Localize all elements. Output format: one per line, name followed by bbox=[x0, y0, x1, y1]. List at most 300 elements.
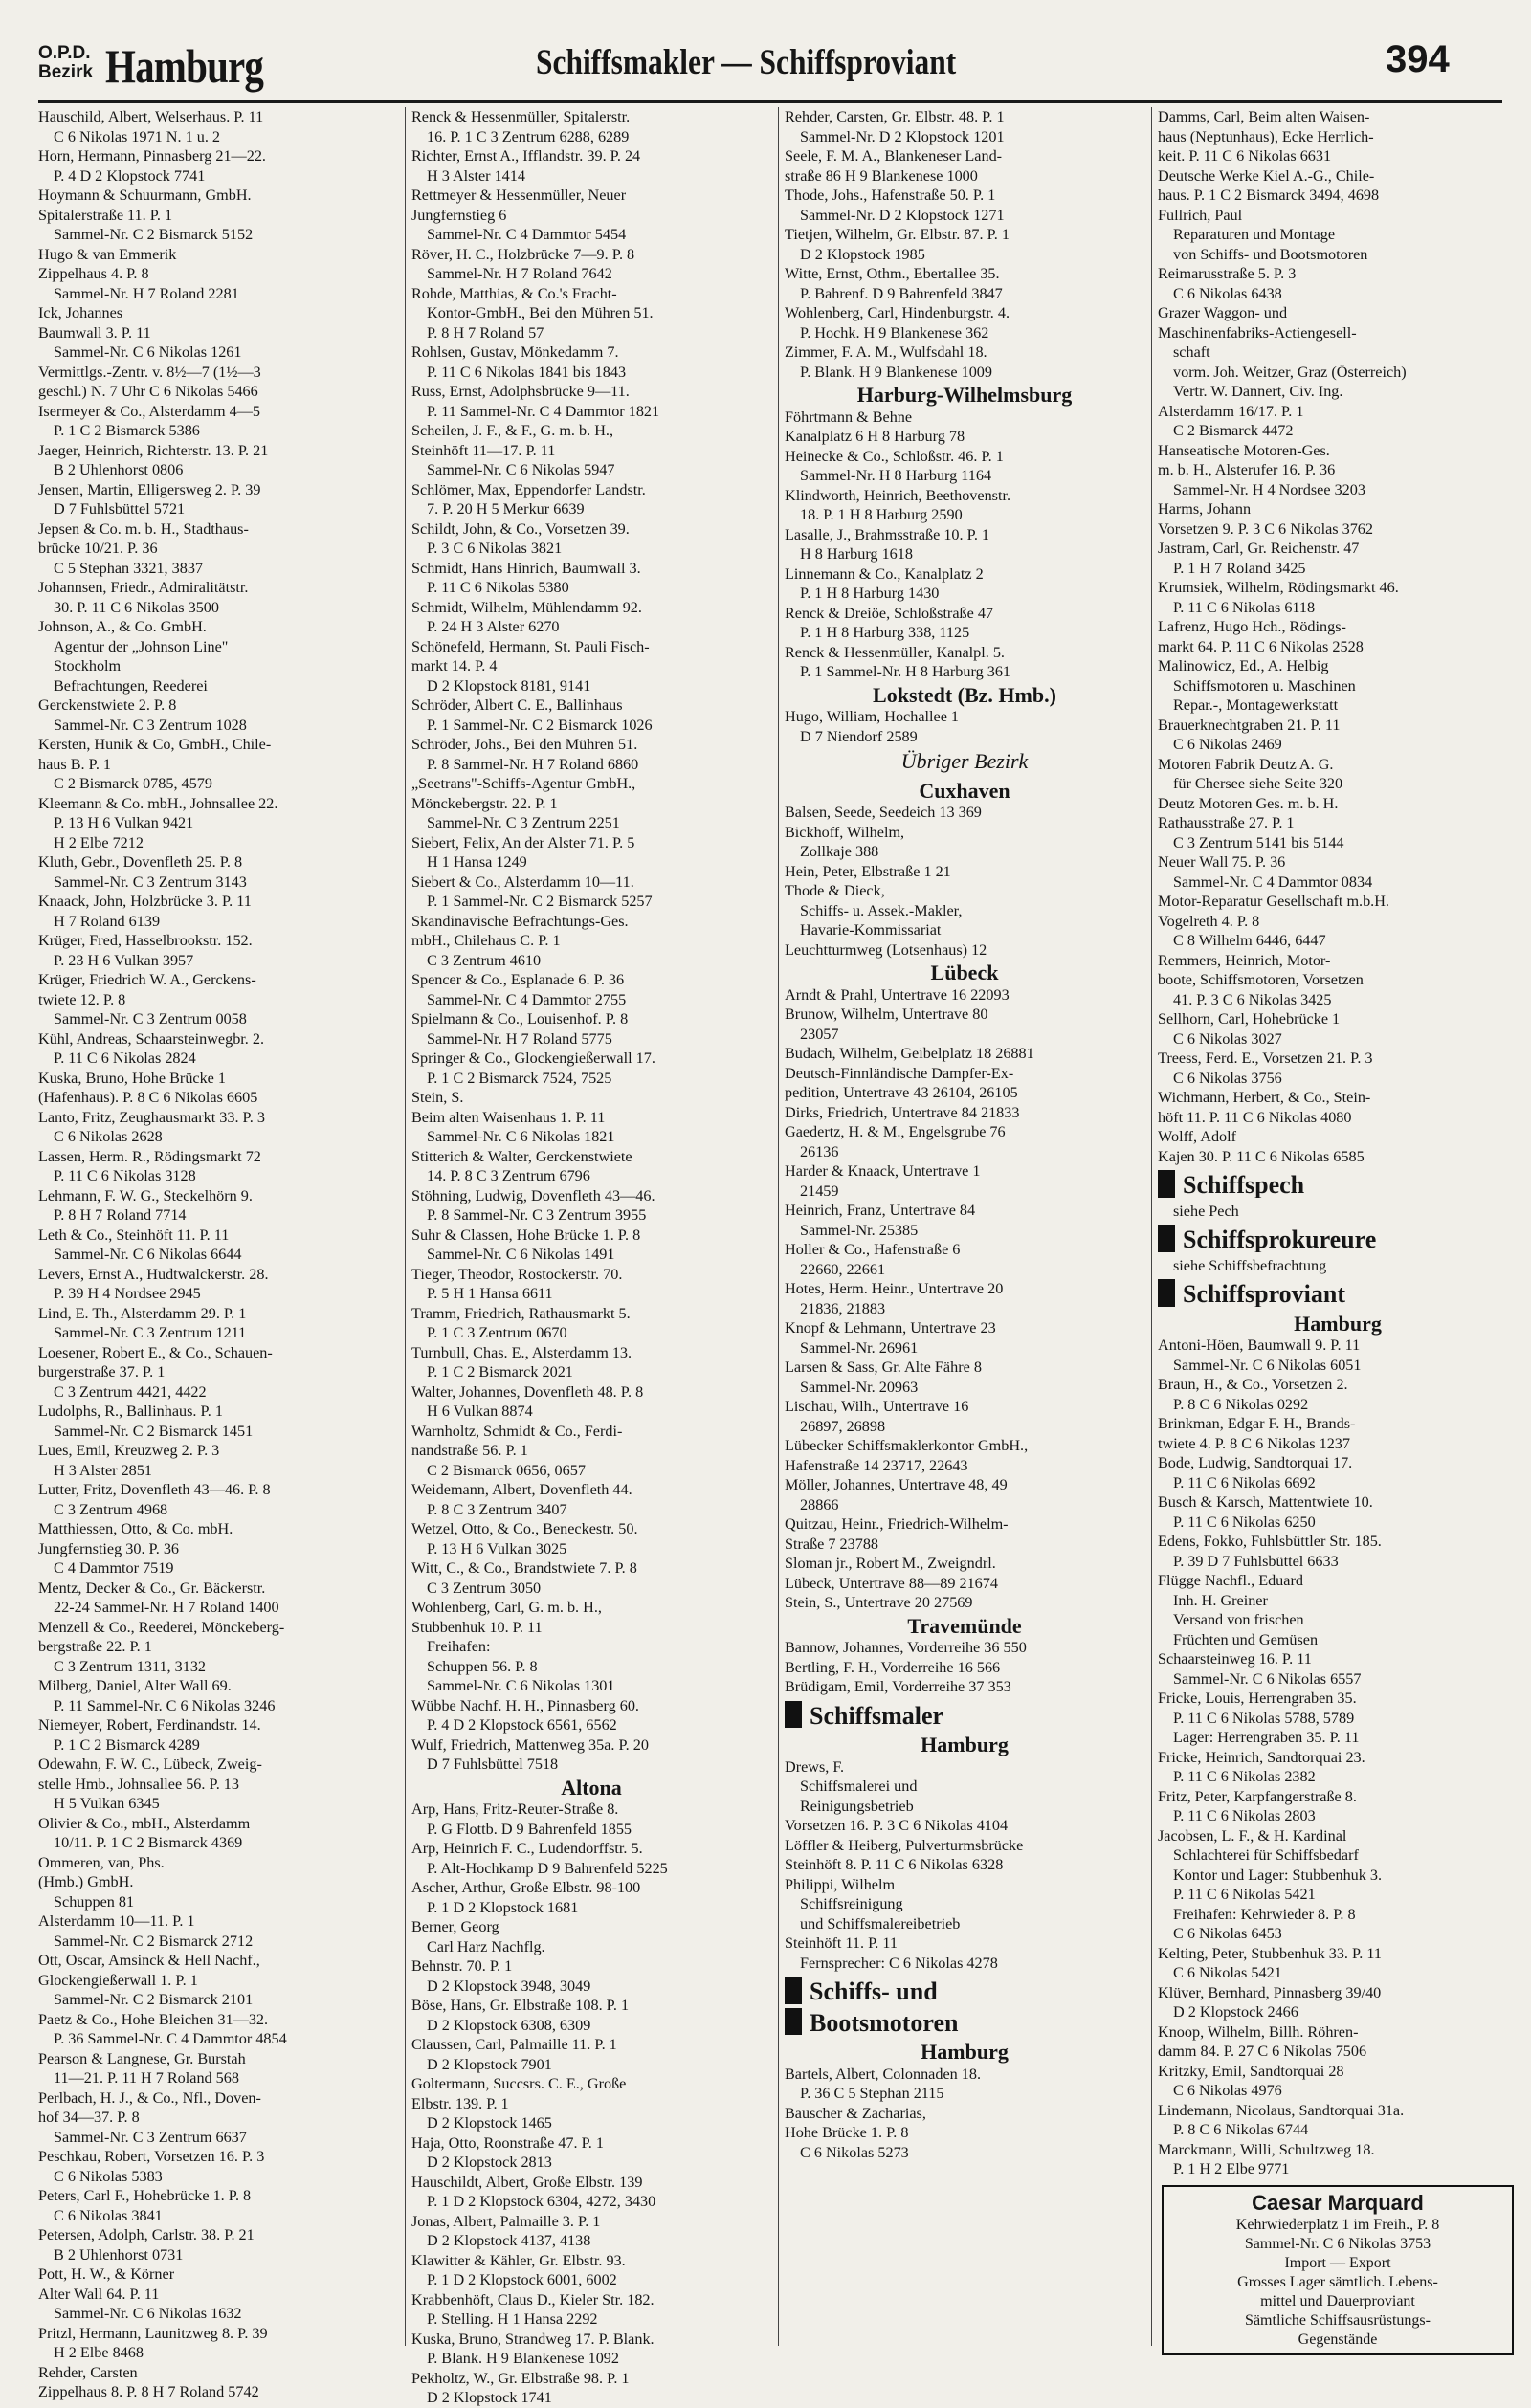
directory-entry-line: D 2 Klopstock 1741 bbox=[427, 2389, 552, 2406]
directory-entry-line: D 2 Klopstock 6308, 6309 bbox=[427, 2016, 591, 2034]
directory-entry-line: Motoren Fabrik Deutz A. G. bbox=[1158, 755, 1334, 773]
directory-entry-line: D 2 Klopstock 1465 bbox=[427, 2114, 552, 2132]
directory-entry-line: twiete 4. P. 8 C 6 Nikolas 1237 bbox=[1158, 1434, 1350, 1452]
directory-entry-line: Lischau, Wilh., Untertrave 16 bbox=[785, 1398, 969, 1415]
directory-entry-line: Kuska, Bruno, Strandweg 17. P. Blank. bbox=[411, 2330, 655, 2348]
advertisement-line: Sammel-Nr. C 6 Nikolas 3753 bbox=[1244, 2235, 1431, 2252]
directory-entry-line: P. 5 H 1 Hansa 6611 bbox=[427, 1285, 553, 1302]
directory-entry-line: P. 24 H 3 Alster 6270 bbox=[427, 618, 560, 635]
directory-entry-line: Loesener, Robert E., & Co., Schauen- bbox=[38, 1343, 273, 1361]
directory-entry-line: Fernsprecher: C 6 Nikolas 4278 bbox=[800, 1954, 998, 1972]
directory-entry-line: P. 1 D 2 Klopstock 6001, 6002 bbox=[427, 2271, 617, 2288]
directory-entry-line: H 8 Harburg 1618 bbox=[800, 545, 913, 563]
directory-entry-line: Stubbenhuk 10. P. 11 bbox=[411, 1618, 543, 1636]
directory-entry-line: Hohe Brücke 1. P. 8 bbox=[785, 2124, 909, 2141]
directory-entry-line: hof 34—37. P. 8 bbox=[38, 2109, 140, 2126]
directory-entry-line: Jaeger, Heinrich, Richterstr. 13. P. 21 bbox=[38, 441, 269, 459]
directory-entry-line: Remmers, Heinrich, Motor- bbox=[1158, 951, 1331, 969]
directory-entry-line: P. 1 Sammel-Nr. C 2 Bismarck 5257 bbox=[427, 893, 653, 910]
directory-entry-line: Hanseatische Motoren-Ges. bbox=[1158, 441, 1330, 459]
directory-entry-line: Sloman jr., Robert M., Zweigndrl. bbox=[785, 1555, 996, 1572]
directory-entry-line: Kelting, Peter, Stubbenhuk 33. P. 11 bbox=[1158, 1944, 1382, 1962]
directory-entry-line: nandstraße 56. P. 1 bbox=[411, 1442, 528, 1459]
directory-entry-line: Arp, Hans, Fritz-Reuter-Straße 8. bbox=[411, 1800, 619, 1818]
directory-entry-line: Krüger, Fred, Hasselbrookstr. 152. bbox=[38, 932, 253, 949]
directory-entry-line: Sammel-Nr. D 2 Klopstock 1201 bbox=[800, 127, 1005, 145]
directory-entry-line: C 3 Zentrum 1311, 3132 bbox=[54, 1657, 207, 1675]
directory-entry-line: C 2 Bismarck 0656, 0657 bbox=[427, 1461, 586, 1479]
directory-entry-line: P. Alt-Hochkamp D 9 Bahrenfeld 5225 bbox=[427, 1859, 668, 1877]
directory-entry-line: Lassen, Herm. R., Rödingsmarkt 72 bbox=[38, 1147, 261, 1165]
directory-entry-line: P. Bahrenf. D 9 Bahrenfeld 3847 bbox=[800, 284, 1003, 302]
directory-entry-line: Marckmann, Willi, Schultzweg 18. bbox=[1158, 2140, 1375, 2158]
advertisement-line: mittel und Dauerproviant bbox=[1260, 2292, 1415, 2309]
directory-entry-line: Malinowicz, Ed., A. Helbig bbox=[1158, 657, 1329, 674]
section-title: Schiffsmakler — Schiffsproviant bbox=[536, 43, 957, 82]
directory-entry-line: P. 11 C 6 Nikolas 5788, 5789 bbox=[1173, 1709, 1355, 1727]
directory-entry-line: Sammel-Nr. C 6 Nikolas 1301 bbox=[427, 1677, 615, 1694]
directory-entry-line: Repar.-, Montagewerkstatt bbox=[1173, 696, 1339, 714]
directory-entry-line: stelle Hmb., Johnsallee 56. P. 13 bbox=[38, 1775, 239, 1793]
directory-entry-line: Vorsetzen 9. P. 3 C 6 Nikolas 3762 bbox=[1158, 519, 1373, 538]
directory-entry-line: Klindworth, Heinrich, Beethovenstr. bbox=[785, 486, 1011, 504]
directory-entry-line: Jungfernstieg 6 bbox=[411, 206, 507, 224]
directory-entry-line: Russ, Ernst, Adolphsbrücke 9—11. bbox=[411, 383, 630, 400]
directory-entry-line: Deutsch-Finnländische Dampfer-Ex- bbox=[785, 1064, 1014, 1082]
directory-entry-line: Schiffs- u. Assek.-Makler, bbox=[800, 901, 963, 919]
directory-entry-line: Sammel-Nr. C 6 Nikolas 1821 bbox=[427, 1128, 615, 1145]
directory-entry-line: H 3 Alster 2851 bbox=[54, 1461, 152, 1479]
directory-entry-line: haus. P. 1 C 2 Bismarck 3494, 4698 bbox=[1158, 187, 1380, 204]
directory-entry-line: Peschkau, Robert, Vorsetzen 16. P. 3 bbox=[38, 2148, 265, 2165]
directory-entry-line: P. 11 C 6 Nikolas 5380 bbox=[427, 579, 569, 596]
directory-entry-line: Rehder, Carsten, Gr. Elbstr. 48. P. 1 bbox=[785, 108, 1005, 125]
subsection-heading: Travemünde bbox=[907, 1613, 1022, 1638]
directory-entry-line: Vertr. W. Dannert, Civ. Ing. bbox=[1173, 383, 1343, 400]
subsection-heading: Hamburg bbox=[921, 1733, 1009, 1756]
directory-entry-line: m. b. H., Alsterufer 16. P. 36 bbox=[1158, 461, 1336, 478]
directory-entry-line: Kleemann & Co. mbH., Johnsallee 22. bbox=[38, 794, 278, 812]
directory-entry-line: P. 36 Sammel-Nr. C 4 Dammtor 4854 bbox=[54, 2030, 287, 2047]
directory-entry-line: Horn, Hermann, Pinnasberg 21—22. bbox=[38, 147, 266, 165]
directory-entry-line: Wohlenberg, Carl, Hindenburgstr. 4. bbox=[785, 304, 1010, 321]
directory-entry-line: D 7 Niendorf 2589 bbox=[800, 727, 918, 745]
directory-entry-line: P. 39 D 7 Fuhlsbüttel 6633 bbox=[1173, 1552, 1339, 1570]
directory-entry-line: Knaack, John, Holzbrücke 3. P. 11 bbox=[38, 893, 252, 910]
directory-entry-line: Lehmann, F. W. G., Steckelhörn 9. bbox=[38, 1186, 253, 1204]
directory-entry-line: straße 86 H 9 Blankenese 1000 bbox=[785, 166, 978, 185]
directory-entry-line: C 6 Nikolas 6438 bbox=[1173, 284, 1282, 302]
directory-entry-line: Zippelhaus 4. P. 8 bbox=[38, 265, 149, 282]
directory-entry-line: Weidemann, Albert, Dovenfleth 44. bbox=[411, 1481, 632, 1498]
directory-entry-line: H 2 Elbe 7212 bbox=[54, 833, 144, 851]
directory-entry-line: Rettmeyer & Hessenmüller, Neuer bbox=[411, 187, 627, 204]
directory-entry-line: Glockengießerwall 1. P. 1 bbox=[38, 1971, 198, 1989]
directory-entry-line: P. 8 Sammel-Nr. C 3 Zentrum 3955 bbox=[427, 1206, 647, 1224]
directory-entry-line: Berner, Georg bbox=[411, 1918, 499, 1935]
directory-entry-line: Ascher, Arthur, Große Elbstr. 98-100 bbox=[411, 1879, 641, 1896]
directory-entry-line: Sammel-Nr. C 6 Nikolas 6644 bbox=[54, 1246, 242, 1263]
directory-entry-line: Föhrtmann & Behne bbox=[785, 408, 913, 426]
advertisement-line: Kehrwiederplatz 1 im Freih., P. 8 bbox=[1235, 2216, 1440, 2233]
directory-entry-line: 10/11. P. 1 C 2 Bismarck 4369 bbox=[54, 1834, 243, 1851]
directory-entry-line: Pritzl, Hermann, Launitzweg 8. P. 39 bbox=[38, 2324, 268, 2342]
directory-entry-line: Röver, H. C., Holzbrücke 7—9. P. 8 bbox=[411, 245, 635, 263]
column-divider bbox=[405, 107, 406, 2346]
directory-entry-line: Brüdigam, Emil, Vorderreihe 37 353 bbox=[785, 1678, 1011, 1695]
column-3 bbox=[785, 107, 1144, 2162]
directory-entry-line: Perlbach, H. J., & Co., Nfl., Doven- bbox=[38, 2088, 261, 2107]
directory-entry-line: Jensen, Martin, Elligersweg 2. P. 39 bbox=[38, 480, 261, 498]
advertisement-line: Import — Export bbox=[1284, 2254, 1391, 2271]
category-heading: Schiffspech bbox=[1158, 1170, 1518, 1198]
directory-entry-line: Haja, Otto, Roonstraße 47. P. 1 bbox=[411, 2133, 604, 2152]
column-2 bbox=[411, 107, 771, 2408]
directory-entry-line: Brinkman, Edgar F. H., Brands- bbox=[1158, 1415, 1356, 1432]
directory-entry-line: Edens, Fokko, Fuhlsbüttler Str. 185. bbox=[1158, 1533, 1382, 1550]
directory-entry-line: Heinecke & Co., Schloßstr. 46. P. 1 bbox=[785, 447, 1004, 465]
directory-entry-line: Damms, Carl, Beim alten Waisen- bbox=[1158, 108, 1370, 125]
directory-entry-line: Springer & Co., Glockengießerwall 17. bbox=[411, 1049, 655, 1067]
directory-entry-line: Hugo, William, Hochallee 1 bbox=[785, 708, 960, 725]
directory-entry-line: P. 23 H 6 Vulkan 3957 bbox=[54, 951, 194, 969]
directory-entry-line: P. Blank. H 9 Blankenese 1092 bbox=[427, 2350, 619, 2367]
directory-entry-line: Renck & Dreiöe, Schloßstraße 47 bbox=[785, 604, 994, 622]
subsection-heading: Harburg-Wilhelmsburg bbox=[856, 383, 1073, 407]
directory-entry-line: Reimarusstraße 5. P. 3 bbox=[1158, 265, 1297, 282]
directory-entry-line: Brunow, Wilhelm, Untertrave 80 bbox=[785, 1005, 988, 1023]
directory-entry-line: Kajen 30. P. 11 C 6 Nikolas 6585 bbox=[1158, 1147, 1365, 1165]
directory-entry-line: Spielmann & Co., Louisenhof. P. 8 bbox=[411, 1010, 629, 1027]
directory-entry-line: Tietjen, Wilhelm, Gr. Elbstr. 87. P. 1 bbox=[785, 226, 1010, 243]
directory-entry-line: C 6 Nikolas 4976 bbox=[1173, 2082, 1282, 2099]
directory-entry-line: Scheilen, J. F., & F., G. m. b. H., bbox=[411, 422, 613, 439]
directory-entry-line: Philippi, Wilhelm bbox=[785, 1875, 896, 1893]
directory-entry-line: Sammel-Nr. H 4 Nordsee 3203 bbox=[1173, 480, 1365, 498]
directory-entry-line: H 7 Roland 6139 bbox=[54, 912, 161, 930]
advertisement-title: Caesar Marquard bbox=[1252, 2190, 1424, 2215]
directory-entry-line: Peters, Carl F., Hohebrücke 1. P. 8 bbox=[38, 2187, 252, 2204]
directory-entry-line: P. 1 C 3 Zentrum 0670 bbox=[427, 1324, 567, 1341]
directory-entry-line: boote, Schiffsmotoren, Vorsetzen bbox=[1158, 971, 1364, 988]
directory-entry-line: P. 11 C 6 Nikolas 6250 bbox=[1173, 1513, 1316, 1531]
directory-entry-line: P. 1 H 2 Elbe 9771 bbox=[1173, 2160, 1290, 2177]
directory-entry-line: Krüger, Friedrich W. A., Gerckens- bbox=[38, 971, 256, 988]
directory-entry-line: C 6 Nikolas 6453 bbox=[1173, 1925, 1282, 1942]
directory-entry-line: Witte, Ernst, Othm., Ebertallee 35. bbox=[785, 265, 1000, 282]
directory-entry-line: Stockholm bbox=[54, 657, 122, 674]
directory-entry-line: haus B. P. 1 bbox=[38, 755, 112, 773]
directory-entry-line: P. 11 C 6 Nikolas 3128 bbox=[54, 1167, 196, 1184]
directory-entry-line: burgerstraße 37. P. 1 bbox=[38, 1363, 166, 1381]
directory-entry-line: P. 4 D 2 Klopstock 6561, 6562 bbox=[427, 1716, 617, 1734]
directory-entry-line: Reinigungsbetrieb bbox=[800, 1797, 914, 1815]
directory-entry-line: Hotes, Herm. Heinr., Untertrave 20 bbox=[785, 1280, 1004, 1297]
directory-entry-line: Holler & Co., Hafenstraße 6 bbox=[785, 1241, 961, 1258]
directory-entry-line: Suhr & Classen, Hohe Brücke 1. P. 8 bbox=[411, 1226, 641, 1244]
directory-entry-line: Carl Harz Nachflg. bbox=[427, 1937, 545, 1955]
directory-entry-line: Kühl, Andreas, Schaarsteinwegbr. 2. bbox=[38, 1029, 265, 1048]
directory-entry-line: Sammel-Nr. C 3 Zentrum 6637 bbox=[54, 2128, 247, 2146]
directory-entry-line: Kluth, Gebr., Dovenfleth 25. P. 8 bbox=[38, 853, 243, 871]
directory-entry-line: Hauschildt, Albert, Große Elbstr. 139 bbox=[411, 2173, 643, 2191]
directory-entry-line: Sammel-Nr. 26961 bbox=[800, 1338, 919, 1357]
directory-entry-line: Seele, F. M. A., Blankeneser Land- bbox=[785, 147, 1003, 165]
directory-entry-line: Gaedertz, H. & M., Engelsgrube 76 bbox=[785, 1123, 1006, 1140]
directory-entry-line: Vorsetzen 16. P. 3 C 6 Nikolas 4104 bbox=[785, 1817, 1009, 1834]
directory-entry-line: Sammel-Nr. C 6 Nikolas 6051 bbox=[1173, 1356, 1362, 1374]
directory-entry-line: Arp, Heinrich F. C., Ludendorffstr. 5. bbox=[411, 1840, 643, 1857]
directory-entry-line: B 2 Uhlenhorst 0731 bbox=[54, 2245, 184, 2264]
directory-entry-line: Pott, H. W., & Körner bbox=[38, 2265, 175, 2283]
directory-entry-line: Kontor und Lager: Stubbenhuk 3. bbox=[1173, 1866, 1383, 1884]
directory-entry-line: Krabbenhöft, Claus D., Kieler Str. 182. bbox=[411, 2290, 655, 2309]
directory-entry-line: P. 8 H 7 Roland 7714 bbox=[54, 1206, 187, 1224]
directory-entry-line: Steinhöft 8. P. 11 C 6 Nikolas 6328 bbox=[785, 1856, 1004, 1873]
directory-entry-line: Alsterdamm 16/17. P. 1 bbox=[1158, 402, 1304, 420]
directory-entry-line: Lind, E. Th., Alsterdamm 29. P. 1 bbox=[38, 1304, 247, 1322]
directory-entry-line: Möller, Johannes, Untertrave 48, 49 bbox=[785, 1476, 1008, 1493]
directory-entry-line: Vermittlgs.-Zentr. v. 8½—7 (1½—3 bbox=[38, 363, 261, 381]
directory-entry-line: P. 8 H 7 Roland 57 bbox=[427, 323, 544, 342]
directory-entry-line: siehe Pech bbox=[1173, 1202, 1239, 1220]
directory-entry-line: C 6 Nikolas 5383 bbox=[54, 2167, 163, 2185]
directory-entry-line: Walter, Johannes, Dovenfleth 48. P. 8 bbox=[411, 1382, 644, 1401]
directory-entry-line: Wulf, Friedrich, Mattenweg 35a. P. 20 bbox=[411, 1735, 649, 1754]
directory-entry-line: Sammel-Nr. H 7 Roland 5775 bbox=[427, 1029, 612, 1048]
directory-entry-line: twiete 12. P. 8 bbox=[38, 990, 126, 1008]
directory-entry-line: Spitalerstraße 11. P. 1 bbox=[38, 206, 173, 224]
directory-entry-line: Niemeyer, Robert, Ferdinandstr. 14. bbox=[38, 1716, 261, 1734]
directory-entry-line: Knoop, Wilhelm, Billh. Röhren- bbox=[1158, 2022, 1359, 2041]
directory-entry-line: Budach, Wilhelm, Geibelplatz 18 26881 bbox=[785, 1045, 1034, 1062]
directory-entry-line: Spencer & Co., Esplanade 6. P. 36 bbox=[411, 971, 625, 988]
directory-entry-line: Hafenstraße 14 23717, 22643 bbox=[785, 1456, 968, 1474]
directory-entry-line: Reparaturen und Montage bbox=[1173, 226, 1336, 243]
directory-entry-line: P. 1 C 2 Bismarck 5386 bbox=[54, 422, 200, 439]
directory-entry-line: Knopf & Lehmann, Untertrave 23 bbox=[785, 1319, 996, 1337]
district-line-1: O.P.D. bbox=[38, 43, 91, 63]
advertisement-line: Sämtliche Schiffsausrüstungs- bbox=[1245, 2311, 1431, 2329]
directory-entry-line: und Schiffsmalereibetrieb bbox=[800, 1914, 961, 1933]
directory-entry-line: P. G Flottb. D 9 Bahrenfeld 1855 bbox=[427, 1820, 632, 1838]
directory-entry-line: Wohlenberg, Carl, G. m. b. H., bbox=[411, 1599, 602, 1616]
directory-entry-line: Sammel-Nr. D 2 Klopstock 1271 bbox=[800, 206, 1005, 224]
directory-entry-line: H 3 Alster 1414 bbox=[427, 166, 525, 185]
directory-entry-line: Mentz, Decker & Co., Gr. Bäckerstr. bbox=[38, 1579, 266, 1597]
directory-entry-line: 21836, 21883 bbox=[800, 1299, 886, 1317]
directory-entry-line: keit. P. 11 C 6 Nikolas 6631 bbox=[1158, 147, 1332, 165]
directory-entry-line: Larsen & Sass, Gr. Alte Fähre 8 bbox=[785, 1359, 982, 1376]
directory-entry-line: Paetz & Co., Hohe Bleichen 31—32. bbox=[38, 2010, 269, 2028]
directory-entry-line: Neuer Wall 75. P. 36 bbox=[1158, 853, 1286, 871]
directory-entry-line: Sammel-Nr. H 8 Harburg 1164 bbox=[800, 467, 992, 484]
directory-entry-line: Kuska, Bruno, Hohe Brücke 1 bbox=[38, 1069, 227, 1087]
directory-entry-line: Schildt, John, & Co., Vorsetzen 39. bbox=[411, 519, 630, 538]
directory-entry-line: Renck & Hessenmüller, Kanalpl. 5. bbox=[785, 643, 1005, 661]
directory-entry-line: 26897, 26898 bbox=[800, 1417, 886, 1435]
district-label bbox=[38, 44, 93, 82]
directory-entry-line: Hauschild, Albert, Welserhaus. P. 11 bbox=[38, 108, 264, 125]
directory-entry-line: für Chersee siehe Seite 320 bbox=[1173, 775, 1343, 792]
directory-entry-line: Odewahn, F. W. C., Lübeck, Zweig- bbox=[38, 1756, 262, 1773]
directory-entry-line: Drews, F. bbox=[785, 1757, 845, 1776]
directory-entry-line: Havarie-Kommissariat bbox=[800, 921, 942, 939]
directory-entry-line: D 7 Fuhlsbüttel 5721 bbox=[54, 500, 186, 518]
directory-entry-line: Schlömer, Max, Eppendorfer Landstr. bbox=[411, 480, 646, 498]
subsection-heading: Altona bbox=[561, 1775, 622, 1800]
directory-entry-line: P. 3 C 6 Nikolas 3821 bbox=[427, 540, 563, 557]
directory-entry-line: Mönckebergstr. 22. P. 1 bbox=[411, 794, 558, 812]
directory-entry-line: Lindemann, Nicolaus, Sandtorquai 31a. bbox=[1158, 2101, 1405, 2119]
directory-entry-line: Sammel-Nr. C 6 Nikolas 1491 bbox=[427, 1246, 615, 1263]
directory-entry-line: schaft bbox=[1173, 343, 1210, 361]
directory-entry-line: Bickhoff, Wilhelm, bbox=[785, 823, 905, 841]
directory-entry-line: Bauscher & Zacharias, bbox=[785, 2104, 926, 2122]
directory-entry-line: Wolff, Adolf bbox=[1158, 1128, 1237, 1145]
directory-entry-line: Matthiessen, Otto, & Co. mbH. bbox=[38, 1520, 233, 1537]
directory-entry-line: D 2 Klopstock 3948, 3049 bbox=[427, 1977, 591, 1995]
directory-entry-line: Jacobsen, L. F., & H. Kardinal bbox=[1158, 1826, 1347, 1845]
directory-entry-line: Sammel-Nr. 25385 bbox=[800, 1221, 919, 1239]
directory-entry-line: Beim alten Waisenhaus 1. P. 11 bbox=[411, 1108, 606, 1126]
directory-entry-line: Rehder, Carsten bbox=[38, 2363, 138, 2381]
directory-entry-line: Sammel-Nr. C 2 Bismarck 2712 bbox=[54, 1932, 254, 1950]
directory-entry-line: Isermeyer & Co., Alsterdamm 4—5 bbox=[38, 402, 260, 420]
directory-entry-line: P. 11 Sammel-Nr. C 4 Dammtor 1821 bbox=[427, 402, 660, 420]
subsection-heading: Lokstedt (Bz. Hmb.) bbox=[873, 682, 1056, 707]
directory-entry-line: Baumwall 3. P. 11 bbox=[38, 323, 151, 342]
directory-entry-line: Sammel-Nr. C 3 Zentrum 1211 bbox=[54, 1324, 247, 1341]
directory-entry-line: C 3 Zentrum 5141 bis 5144 bbox=[1173, 833, 1344, 851]
directory-entry-line: Früchten und Gemüsen bbox=[1173, 1630, 1319, 1648]
directory-entry-line: Schaarsteinweg 16. P. 11 bbox=[1158, 1650, 1312, 1668]
directory-entry-line: P. 11 C 6 Nikolas 6692 bbox=[1173, 1473, 1316, 1491]
directory-entry-line: Jungfernstieg 30. P. 36 bbox=[38, 1539, 180, 1557]
directory-entry-line: Freihafen: bbox=[427, 1638, 491, 1655]
directory-entry-line: Brauerknechtgraben 21. P. 11 bbox=[1158, 716, 1341, 734]
directory-entry-line: Zippelhaus 8. P. 8 H 7 Roland 5742 bbox=[38, 2383, 259, 2400]
directory-entry-line: 18. P. 1 H 8 Harburg 2590 bbox=[800, 506, 963, 523]
directory-entry-line: Schiffsmalerei und bbox=[800, 1778, 918, 1795]
directory-entry-line: Quitzau, Heinr., Friedrich-Wilhelm- bbox=[785, 1515, 1009, 1533]
column-divider bbox=[1151, 107, 1152, 2346]
directory-entry-line: P. 1 H 8 Harburg 1430 bbox=[800, 585, 940, 602]
directory-entry-line: P. 11 C 6 Nikolas 6118 bbox=[1173, 598, 1316, 616]
directory-entry-line: Hein, Peter, Elbstraße 1 21 bbox=[785, 862, 951, 880]
directory-entry-line: P. 4 D 2 Klopstock 7741 bbox=[54, 166, 206, 185]
directory-entry-line: Fricke, Louis, Herrengraben 35. bbox=[1158, 1690, 1357, 1707]
directory-entry-line: B 2 Uhlenhorst 0806 bbox=[54, 461, 184, 478]
column-divider bbox=[778, 107, 779, 2346]
directory-entry-line: Hoymann & Schuurmann, GmbH. bbox=[38, 187, 252, 204]
directory-entry-line: P. 1 D 2 Klopstock 1681 bbox=[427, 1898, 579, 1916]
directory-entry-line: P. 1 D 2 Klopstock 6304, 4272, 3430 bbox=[427, 2193, 656, 2210]
directory-entry-line: P. 13 H 6 Vulkan 9421 bbox=[54, 814, 194, 831]
directory-entry-line: Versand von frischen bbox=[1173, 1611, 1304, 1628]
directory-entry-line: Leuchtturmweg (Lotsenhaus) 12 bbox=[785, 940, 987, 959]
directory-entry-line: Ommeren, van, Phs. bbox=[38, 1853, 165, 1871]
directory-entry-line: C 6 Nikolas 1971 N. 1 u. 2 bbox=[54, 127, 221, 145]
directory-entry-line: Tramm, Friedrich, Rathausmarkt 5. bbox=[411, 1304, 631, 1322]
directory-entry-line: Jonas, Albert, Palmaille 3. P. 1 bbox=[411, 2212, 601, 2230]
directory-entry-line: Harder & Knaack, Untertrave 1 bbox=[785, 1162, 981, 1180]
directory-entry-line: D 2 Klopstock 8181, 9141 bbox=[427, 676, 591, 695]
directory-entry-line: Sammel-Nr. C 3 Zentrum 3143 bbox=[54, 873, 247, 891]
directory-entry-line: C 4 Dammtor 7519 bbox=[54, 1559, 174, 1577]
directory-entry-line: Schuppen 81 bbox=[54, 1892, 135, 1911]
directory-entry-line: P. 1 Sammel-Nr. H 8 Harburg 361 bbox=[800, 663, 1011, 680]
directory-entry-line: Skandinavische Befrachtungs-Ges. bbox=[411, 912, 629, 930]
directory-entry-line: Stein, S. bbox=[411, 1089, 464, 1106]
directory-entry-line: 16. P. 1 C 3 Zentrum 6288, 6289 bbox=[427, 127, 630, 145]
directory-entry-line: (Hafenhaus). P. 8 C 6 Nikolas 6605 bbox=[38, 1089, 258, 1106]
directory-entry-line: P. 1 C 2 Bismarck 4289 bbox=[54, 1735, 200, 1754]
directory-entry-line: damm 84. P. 27 C 6 Nikolas 7506 bbox=[1158, 2043, 1367, 2060]
directory-entry-line: Levers, Ernst A., Hudtwalckerstr. 28. bbox=[38, 1265, 269, 1283]
directory-entry-line: Warnholtz, Schmidt & Co., Ferdi- bbox=[411, 1422, 623, 1440]
directory-entry-line: Balsen, Seede, Seedeich 13 369 bbox=[785, 804, 982, 821]
directory-entry-line: Bode, Ludwig, Sandtorquai 17. bbox=[1158, 1454, 1353, 1471]
directory-entry-line: P. 36 C 5 Stephan 2115 bbox=[800, 2085, 944, 2102]
directory-entry-line: Schmidt, Wilhelm, Mühlendamm 92. bbox=[411, 598, 642, 616]
directory-entry-line: Olivier & Co., mbH., Alsterdamm bbox=[38, 1814, 251, 1832]
directory-entry-line: Lutter, Fritz, Dovenfleth 43—46. P. 8 bbox=[38, 1481, 271, 1498]
directory-entry-line: höft 11. P. 11 C 6 Nikolas 4080 bbox=[1158, 1108, 1352, 1126]
directory-entry-line: C 3 Zentrum 4610 bbox=[427, 951, 542, 969]
directory-entry-line: 21459 bbox=[800, 1182, 839, 1200]
directory-entry-line: D 2 Klopstock 4137, 4138 bbox=[427, 2232, 591, 2249]
directory-entry-line: H 1 Hansa 1249 bbox=[427, 853, 527, 871]
directory-entry-line: C 6 Nikolas 3756 bbox=[1173, 1069, 1282, 1087]
directory-entry-line: Sammel-Nr. C 6 Nikolas 5947 bbox=[427, 461, 615, 478]
directory-entry-line: pedition, Untertrave 43 26104, 26105 bbox=[785, 1084, 1018, 1101]
directory-entry-line: Steinhöft 11. P. 11 bbox=[785, 1934, 898, 1952]
directory-entry-line: Sammel-Nr. C 4 Dammtor 5454 bbox=[427, 226, 627, 243]
directory-entry-line: C 6 Nikolas 2469 bbox=[1173, 736, 1282, 753]
directory-entry-line: P. 11 C 6 Nikolas 2803 bbox=[1173, 1807, 1316, 1824]
directory-entry-line: P. 8 C 6 Nikolas 6744 bbox=[1173, 2121, 1309, 2138]
directory-entry-line: D 2 Klopstock 1985 bbox=[800, 245, 925, 263]
directory-entry-line: Sellhorn, Carl, Hohebrücke 1 bbox=[1158, 1010, 1341, 1027]
directory-entry-line: Klawitter & Kähler, Gr. Elbstr. 93. bbox=[411, 2251, 626, 2269]
page-number: 394 bbox=[1386, 38, 1450, 80]
directory-entry-line: Sammel-Nr. H 7 Roland 7642 bbox=[427, 265, 612, 282]
directory-entry-line: Jastram, Carl, Gr. Reichenstr. 47 bbox=[1158, 540, 1360, 557]
directory-entry-line: Ick, Johannes bbox=[38, 304, 123, 321]
directory-entry-line: P. 1 C 2 Bismarck 2021 bbox=[427, 1363, 573, 1381]
directory-entry-line: haus (Neptunhaus), Ecke Herrlich- bbox=[1158, 127, 1374, 145]
directory-entry-line: Sammel-Nr. C 3 Zentrum 1028 bbox=[54, 716, 247, 734]
directory-entry-line: Schröder, Albert C. E., Ballinhaus bbox=[411, 696, 623, 714]
directory-entry-line: Lanto, Fritz, Zeughausmarkt 33. P. 3 bbox=[38, 1108, 265, 1126]
directory-entry-line: Rohlsen, Gustav, Mönkedamm 7. bbox=[411, 343, 619, 361]
directory-entry-line: C 2 Bismarck 0785, 4579 bbox=[54, 775, 212, 792]
directory-entry-line: Lues, Emil, Kreuzweg 2. P. 3 bbox=[38, 1442, 220, 1459]
directory-entry-line: P. 8 C 6 Nikolas 0292 bbox=[1173, 1395, 1309, 1413]
directory-entry-line: P. 1 C 2 Bismarck 7524, 7525 bbox=[427, 1069, 612, 1087]
directory-entry-line: 14. P. 8 C 3 Zentrum 6796 bbox=[427, 1167, 590, 1184]
directory-entry-line: D 2 Klopstock 2466 bbox=[1173, 2003, 1298, 2021]
directory-entry-line: Wübbe Nachf. H. H., Pinnasberg 60. bbox=[411, 1696, 639, 1714]
directory-entry-line: Klüver, Bernhard, Pinnasberg 39/40 bbox=[1158, 1983, 1382, 2001]
directory-entry-line: Sammel-Nr. C 2 Bismarck 5152 bbox=[54, 226, 254, 243]
directory-entry-line: 28866 bbox=[800, 1495, 839, 1513]
directory-entry-line: 23057 bbox=[800, 1025, 839, 1043]
directory-entry-line: P. 8 Sammel-Nr. H 7 Roland 6860 bbox=[427, 755, 639, 773]
directory-entry-line: Turnbull, Chas. E., Alsterdamm 13. bbox=[411, 1343, 632, 1361]
directory-entry-line: H 5 Vulkan 6345 bbox=[54, 1795, 160, 1812]
